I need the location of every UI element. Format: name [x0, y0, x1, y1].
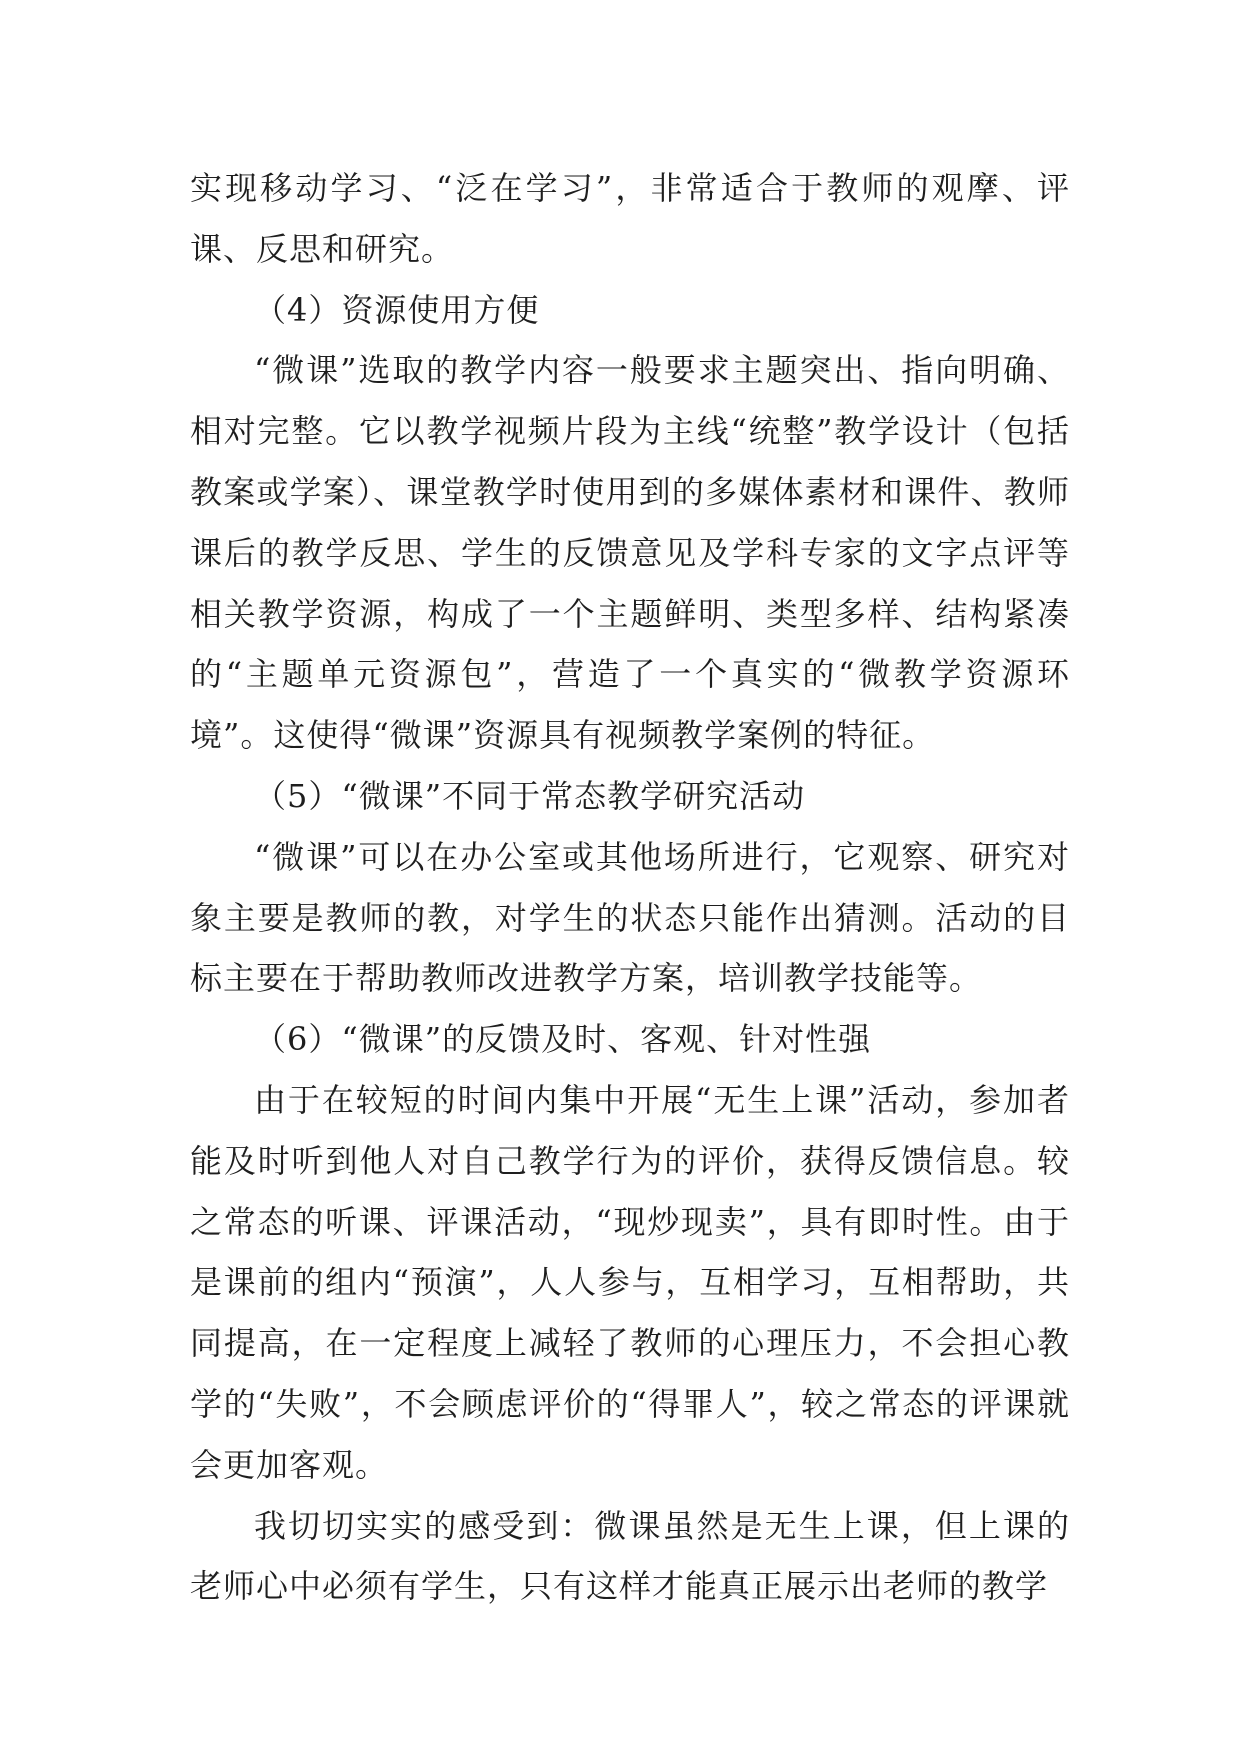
paragraph: “微课”选取的教学内容一般要求主题突出、指向明确、相对完整。它以教学视频片段为主线“统整”教学设计（包括教案或学案）、课堂教学时使用到的多媒体素材和课件、教师课后的教学反思、学生的反馈意见及学科专家的文字点评等相关教学资源，构成了一个主题鲜明、类型多样、结构紧凑的“主题单元资源包”，营造了一个真实的“微教学资源环境”。这使得“微课”资源具有视频教学案例的特征。 — [190, 351, 1070, 755]
paragraph: 我切切实实的感受到：微课虽然是无生上课，但上课的老师心中必须有学生，只有这样才能真正展示出老师的教学 — [190, 1506, 1070, 1606]
section-heading-6: （6）“微课”的反馈及时、客观、针对性强 — [254, 1020, 872, 1059]
section-heading-4: （4）资源使用方便 — [254, 290, 540, 329]
paragraph: “微课”可以在办公室或其他场所进行，它观察、研究对象主要是教师的教，对学生的状态只能作出猜测。活动的目标主要在于帮助教师改进教学方案，培训教学技能等。 — [190, 837, 1070, 998]
paragraph: 由于在较短的时间内集中开展“无生上课”活动，参加者能及时听到他人对自己教学行为的评价，获得反馈信息。较之常态的听课、评课活动，“现炒现卖”，具有即时性。由于是课前的组内“预演”，人人参与，互相学习，互相帮助，共同提高，在一定程度上减轻了教师的心理压力，不会担心教学的“失败”，不会顾虑评价的“得罪人”，较之常态的评课就会更加客观。 — [190, 1080, 1070, 1484]
paragraph-continued: 实现移动学习、“泛在学习”，非常适合于教师的观摩、评课、反思和研究。 — [190, 169, 1070, 268]
document-body — [190, 158, 1070, 1617]
section-heading-5: （5）“微课”不同于常态教学研究活动 — [254, 776, 806, 815]
